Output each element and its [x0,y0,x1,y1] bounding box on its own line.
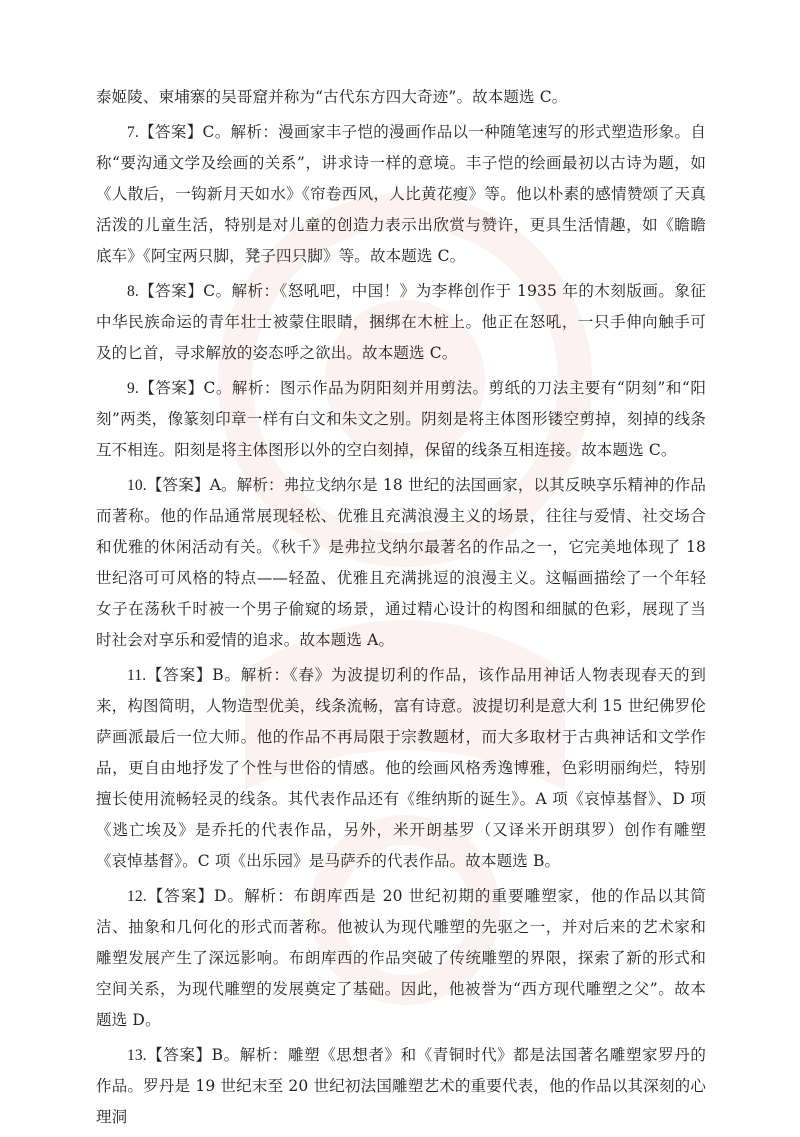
answer-para-10 [96,470,706,656]
question-number: 12. [127,888,147,905]
answer-para-7 [96,117,706,272]
para-text: 【答案】C。解析：漫画家丰子恺的漫画作品以一种随笔速写的形式塑造形象。自称“要沟通文学及绘画的关系”，讲求诗一样的意境。丰子恺的绘画最初以古诗为题，如《人散后，一钩新月天如水》《帘卷西风，人比黄花瘦》等。他以朴素的感情赞颂了天真活泼的儿童生活，特别是对儿童的创造力表示出欣赏与赞许，更具生活情趣，如《瞻瞻底车》《阿宝两只脚，凳子四只脚》等。故本题选 C。 [96,123,706,265]
para-text: 【答案】A。解析：弗拉戈纳尔是 18 世纪的法国画家，以其反映享乐精神的作品而著称。他的作品通常展现轻松、优雅且充满浪漫主义的场景，往往与爱情、社交场合和优雅的休闲活动有关。《秋千》是弗拉戈纳尔最著名的作品之一，它完美地体现了 18 世纪洛可可风格的特点——轻盈、优雅且充满挑逗的浪漫主义。这幅画描绘了一个年轻女子在荡秋千时被一个男子偷窥的场景，通过精心设计的构图和细腻的色彩，展现了当时社会对享乐和爱情的追求。故本题选 A。 [96,476,706,649]
answer-para-11 [96,660,706,877]
answer-para-12 [96,881,706,1036]
para-text: 【答案】D。解析：布朗库西是 20 世纪初期的重要雕塑家，他的作品以其简洁、抽象和几何化的形式而著称。他被认为现代雕塑的先驱之一，并对后来的艺术家和雕塑发展产生了深远影响。布朗库西的作品突破了传统雕塑的界限，探索了新的形式和空间关系，为现代雕塑的发展奠定了基础。因此，他被誉为“西方现代雕塑之父”。故本题选 D。 [96,887,706,1029]
answer-para-9 [96,373,706,466]
answer-para-0 [96,82,706,113]
question-number: 9. [127,380,139,397]
para-text: 【答案】C。解析：《怒吼吧，中国！》为李桦创作于 1935 年的木刻版画。象征中华民族命运的青年壮士被蒙住眼睛，捆绑在木桩上。他正在怒吼，一只手伸向触手可及的匕首，寻求解放的姿态呼之欲出。故本题选 C。 [96,282,706,362]
para-text: 泰姬陵、柬埔寨的吴哥窟并称为“古代东方四大奇迹”。故本题选 C。 [96,88,568,106]
question-number: 8. [127,283,139,300]
para-text: 【答案】C。解析：图示作品为阴阳刻并用剪法。剪纸的刀法主要有“阴刻”和“阳刻”两类，像篆刻印章一样有白文和朱文之别。阴刻是将主体图形镂空剪掉，刻掉的线条互不相连。阳刻是将主体图形以外的空白刻掉，保留的线条互相连接。故本题选 C。 [96,379,706,459]
answer-para-13 [96,1040,706,1133]
question-number: 7. [127,124,139,141]
question-number: 11. [127,667,147,684]
question-number: 10. [127,477,147,494]
answer-page [96,82,706,1137]
question-number: 13. [127,1047,147,1064]
para-text: 【答案】B。解析：雕塑《思想者》和《青铜时代》都是法国著名雕塑家罗丹的作品。罗丹是 19 世纪末至 20 世纪初法国雕塑艺术的重要代表，他的作品以其深刻的心理洞 [96,1046,706,1126]
answer-para-8 [96,276,706,369]
para-text: 【答案】B。解析：《春》为波提切利的作品，该作品用神话人物表现春天的到来，构图简明，人物造型优美，线条流畅，富有诗意。波提切利是意大利 15 世纪佛罗伦萨画派最后一位大师。他的作品不再局限于宗教题材，而大多取材于古典神话和文学作品，更自由地抒发了个性与世俗的情感。他的绘画风格秀逸博雅，色彩明丽绚烂，特别擅长使用流畅轻灵的线条。其代表作品还有《维纳斯的诞生》。A 项《哀悼基督》、D 项《逃亡埃及》是乔托的代表作品，另外，米开朗基罗（又译米开朗琪罗）创作有雕塑《哀悼基督》。C 项《出乐园》是马萨乔的代表作品。故本题选 B。 [96,666,706,870]
